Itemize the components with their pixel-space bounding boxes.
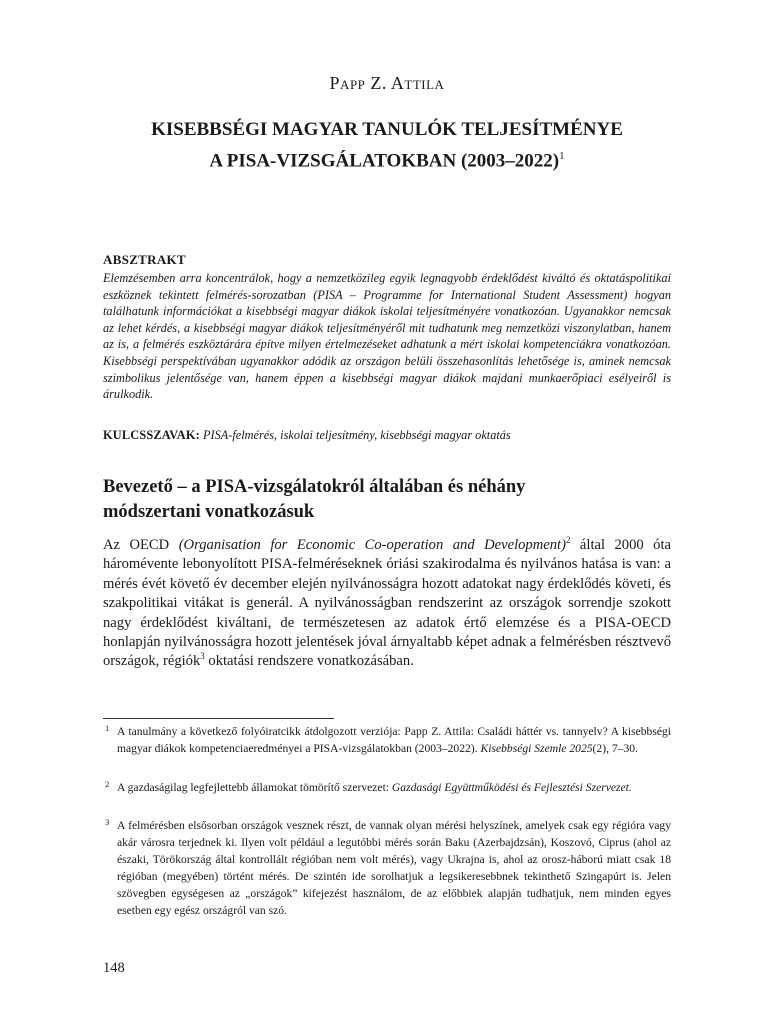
keywords-text: PISA-felmérés, iskolai teljesítmény, kisebbségi magyar oktatás bbox=[203, 428, 511, 442]
title-footnote-mark[interactable]: 1 bbox=[559, 150, 565, 162]
page-number: 148 bbox=[103, 960, 125, 976]
footnote-2-number: 2 bbox=[105, 779, 110, 789]
body-italic: (Organisation for Economic Co-operation and Development) bbox=[178, 537, 566, 553]
footnote-2-italic: Gazdasági Együttműködési és Fejlesztési Szervezet. bbox=[391, 781, 632, 794]
keywords-label: KULCSSZAVAK: bbox=[103, 428, 200, 442]
abstract-heading: ABSZTRAKT bbox=[103, 252, 186, 267]
section-heading-line-2: módszertani vonatkozásuk bbox=[103, 502, 315, 522]
title-line-2-text: A PISA-VIZSGÁLATOKBAN (2003–2022) bbox=[209, 150, 560, 172]
title-line-1: KISEBBSÉGI MAGYAR TANULÓK TELJESÍTMÉNYE bbox=[151, 119, 623, 140]
footnote-1-text: A tanulmány a következő folyóiratcikk átdolgozott verziója: Papp Z. Attila: Családi háttér vs. tannyelv? A kisebbségi magyar diákok kompetenciaeredményei a PISA-vizsgálatokban (2003–2022). bbox=[117, 725, 671, 755]
footnote-1-tail: (2), 7–30. bbox=[592, 742, 638, 755]
section-heading bbox=[103, 475, 671, 525]
footnote-mark-3[interactable]: 3 bbox=[200, 651, 205, 662]
body-part-3: oktatási rendszere vonatkozásában. bbox=[204, 653, 414, 670]
footnote-1-italic: Kisebbségi Szemle 2025 bbox=[480, 742, 593, 755]
footnote-1-number: 1 bbox=[105, 723, 110, 733]
footnote-mark-2[interactable]: 2 bbox=[565, 535, 571, 546]
footnote-2-text: A gazdaságilag legfejlettebb államokat tömörítő szervezet: bbox=[117, 781, 392, 794]
body-part-2: által 2000 óta háromévente lebonyolított PISA-felméréseknek óriási szakirodalma és nyilvános hatása is van: a mérés évét követő év december elején nyilvánosságra hozott adatokat nagy érdeklődés követi, és szakpolitikai vitákat is generál. A nyilvánosságban rendszerint az országok sorrendje szokott nagy érdeklődést kiváltani, de természetesen az adatok értő elemzése és a PISA-OECD honlapján nyilvánosságra hozott jelentések jóval árnyaltabb képet adnak a felmérésben résztvevő országok, régiók bbox=[103, 537, 671, 670]
body-paragraph bbox=[103, 536, 671, 672]
footnote-3-text: A felmérésben elsősorban országok vesznek részt, de vannak olyan mérési helyszínek, amelyek csak egy régióra vagy akár városra terjednek ki. Ilyen volt például a legutóbbi mérés során Baku (Azerbajdzsán), Koszovó, Ciprus (ahol az északi, Törökország által kontrollált régióban nem volt mérés), vagy Ukrajna is, ahol az orosz-háború miatt csak 18 régióban (megyében) történt mérés. De szintén ide sorolhatjuk a legsikeresebbnek tekinthető Szingapúrt is. Jelen szövegben egységesen az „országok” kifejezést használom, de az előbbiek alapján tudhatjuk, nem minden egyes esetben egy egész országról van szó. bbox=[117, 819, 671, 917]
abstract-text: Elemzésemben arra koncentrálok, hogy a nemzetközileg egyik legnagyobb érdeklődést kiváltó és oktatáspolitikai eszköznek tekintett felmérés-sorozatban (PISA – Programme for International Student Assessment) hogyan találhatunk információkat a kisebbségi magyar diákok iskolai teljesítményére vonatkozóan. Ugyanakkor nemcsak az lehet kérdés, a kisebbségi magyar diákok teljesítményéről mit tudhatunk meg nemzetközi viszonylatban, hanem az is, a felmérés eszköztárára építve milyen értelmezéseket adhatunk a mért iskolai kompetenciákra vonatkozóan. Kisebbségi perspektívában ugyanakkor adódik az országon belüli összehasonlítás lehetősége is, aminek nemcsak szimbolikus jelentősége van, hanem éppen a kisebbségi magyar diákok majdani munkaerőpiaci esélyeiről is árulkodik. bbox=[103, 271, 671, 402]
author-name: Papp Z. Attila bbox=[329, 73, 445, 93]
footnote-1 bbox=[103, 723, 671, 757]
footnote-divider bbox=[103, 718, 334, 719]
footnote-3 bbox=[103, 817, 671, 919]
title-line-2 bbox=[103, 143, 671, 174]
section-heading-line-1: Bevezető – a PISA-vizsgálatokról általában és néhány bbox=[103, 477, 526, 497]
footnote-3-number: 3 bbox=[105, 817, 110, 827]
keywords bbox=[103, 427, 671, 443]
body-part-1: Az OECD bbox=[103, 537, 179, 553]
article-title bbox=[103, 116, 671, 174]
footnote-2 bbox=[103, 779, 671, 796]
